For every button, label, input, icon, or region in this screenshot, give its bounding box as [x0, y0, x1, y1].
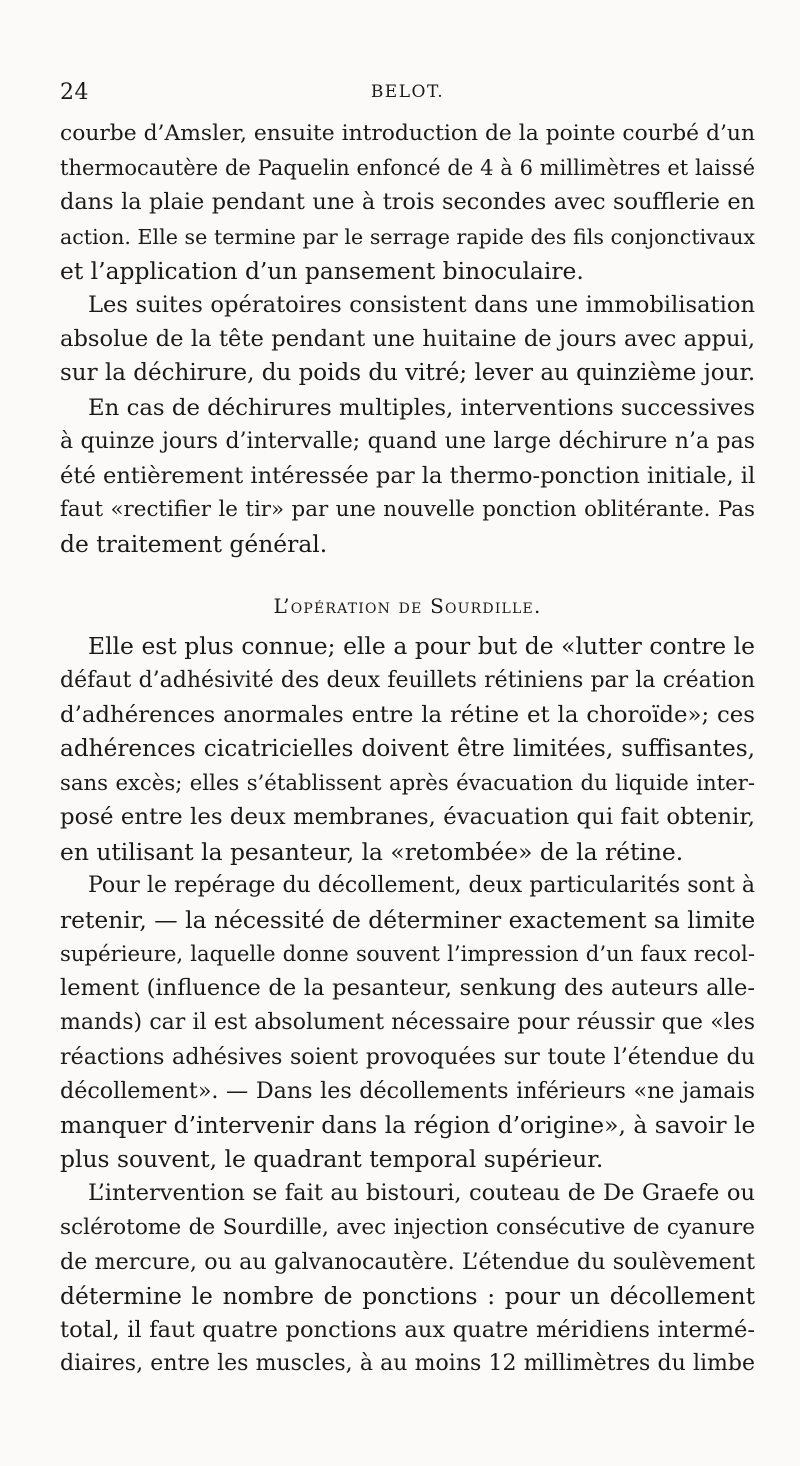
- text-line: L’intervention se fait au bistouri, couteau de De Graefe ou: [88, 1180, 755, 1207]
- text-line: lement (influence de la pesanteur, senkung des auteurs alle-: [60, 975, 755, 1002]
- text-line: total, il faut quatre ponctions aux quatre méridiens intermé-: [60, 1317, 755, 1344]
- text-line: sans excès; elles s’établissent après évacuation du liquide inter-: [60, 770, 755, 796]
- text-line: en utilisant la pesanteur, la «retombée» de la rétine.: [60, 837, 684, 866]
- text-line: dans la plaie pendant une à trois secondes avec soufflerie en: [60, 189, 755, 216]
- text-line: à quinze jours d’intervalle; quand une large déchirure n’a pas: [60, 428, 755, 454]
- text-line: retenir, — la nécessité de déterminer exactement sa limite: [60, 905, 756, 934]
- text-line: et l’application d’un pansement binoculaire.: [60, 256, 584, 285]
- text-line: adhérences cicatricielles doivent être limitées, suffisantes,: [60, 735, 755, 762]
- text-line: sur la déchirure, du poids du vitré; lever au quinzième jour.: [60, 360, 756, 387]
- running-head: [60, 80, 755, 110]
- text-line: décollement». — Dans les décollements inférieurs «ne jamais: [60, 1077, 755, 1104]
- text-line: Elle est plus connue; elle a pour but de «lutter contre le: [88, 632, 755, 661]
- text-line: détermine le nombre de ponctions : pour un décollement: [60, 1282, 755, 1310]
- text-line: manquer d’intervenir dans la région d’origine», à savoir le: [60, 1111, 756, 1140]
- text-line: plus souvent, le quadrant temporal supérieur.: [60, 1145, 604, 1174]
- text-line: posé entre les deux membranes, évacuation qui fait obtenir,: [60, 804, 755, 831]
- text-line: thermocautère de Paquelin enfoncé de 4 à 6 millimètres et laissé: [60, 156, 755, 181]
- text-line: diaires, entre les muscles, à au moins 12 millimètres du limbe: [60, 1351, 755, 1377]
- text-line: faut «rectifier le tir» par une nouvelle ponction oblitérante. Pas: [60, 497, 755, 523]
- running-title: BELOT.: [370, 82, 445, 102]
- text-line: action. Elle se termine par le serrage rapide des fils conjonctivaux: [60, 224, 755, 249]
- body-text: [60, 117, 755, 1382]
- text-line: d’adhérences anormales entre la rétine et la choroïde»; ces: [60, 701, 755, 728]
- text-line: été entièrement intéressée par la thermo-ponction initiale, il: [60, 462, 756, 489]
- text-line: absolue de la tête pendant une huitaine de jours avec appui,: [60, 326, 755, 353]
- text-line: de mercure, ou au galvanocautère. L’étendue du soulèvement: [60, 1248, 755, 1275]
- text-line: de traitement général.: [60, 530, 328, 559]
- text-line: mands) car il est absolument nécessaire pour réussir que «les: [60, 1009, 755, 1035]
- text-line: réactions adhésives soient provoquées sur toute l’étendue du: [60, 1043, 755, 1070]
- page-number: 24: [60, 80, 89, 105]
- text-line: supérieure, laquelle donne souvent l’impression d’un faux recol-: [60, 941, 755, 967]
- text-line: défaut d’adhésivité des deux feuillets rétiniens par la création: [60, 667, 755, 693]
- section-heading-text: L’opération de Sourdille.: [273, 594, 542, 619]
- text-line: sclérotome de Sourdille, avec injection consécutive de cyanure: [60, 1214, 755, 1240]
- section-heading: [60, 561, 755, 629]
- text-line: Les suites opératoires consistent dans une immobilisation: [88, 291, 755, 318]
- text-line: courbe d’Amsler, ensuite introduction de la pointe courbé d’un: [60, 121, 755, 146]
- text-line: En cas de déchirures multiples, interventions successives: [88, 394, 756, 421]
- text-line: Pour le repérage du décollement, deux particularités sont à: [88, 872, 755, 898]
